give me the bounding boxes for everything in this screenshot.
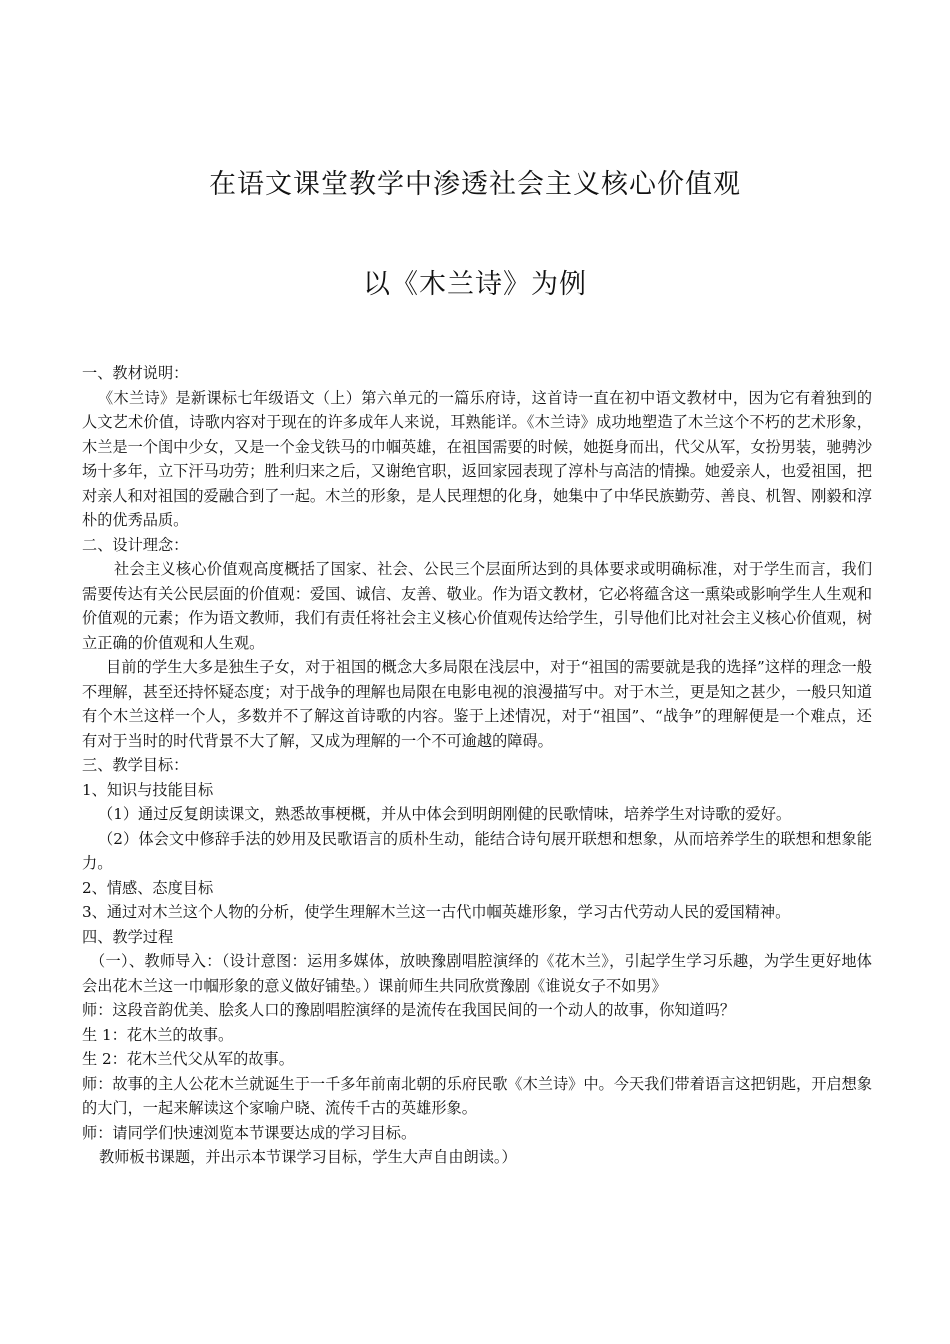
paragraph: 社会主义核心价值观高度概括了国家、社会、公民三个层面所达到的具体要求或明确标准，对于学生而言，我们需要传达有关公民层面的价值观：爱国、诚信、友善、敬业。作为语文教材，它必将蕴含这一熏染或影响学生人生观和价值观的元素；作为语文教师，我们有责任将社会主义核心价值观传达给学生，引导他们比对社会主义核心价值观，树立正确的价值观和人生观。 bbox=[82, 560, 872, 652]
dialogue-line: 师：这段音韵优美、脍炙人口的豫剧唱腔演绎的是流传在我国民间的一个动人的故事，你知道吗？ bbox=[82, 1001, 736, 1019]
document-title: 在语文课堂教学中渗透社会主义核心价值观 bbox=[209, 169, 741, 200]
section-heading: 四、教学过程 bbox=[82, 927, 174, 946]
section-heading: 二、设计理念： bbox=[82, 535, 189, 554]
document-subtitle: 以《木兰诗》为例 bbox=[363, 269, 587, 300]
dialogue-line: 生 2：花木兰代父从军的故事。 bbox=[82, 1050, 294, 1068]
document-body bbox=[82, 361, 872, 1170]
dialogue-line: 师：请同学们快速浏览本节课要达成的学习目标。 bbox=[82, 1123, 417, 1142]
paragraph: 3、通过对木兰这个人物的分析，使学生理解木兰这一古代巾帼英雄形象，学习古代劳动人民的爱国精神。 bbox=[82, 903, 791, 921]
paragraph: （一）、教师导入：（设计意图：运用多媒体，放映豫剧唱腔演绎的《花木兰》，引起学生学习乐趣，为学生更好地体会出花木兰这一巾帼形象的意义做好铺垫。）课前师生共同欣赏豫剧《谁说女子不如男》 bbox=[82, 952, 872, 995]
dialogue-line: 师：故事的主人公花木兰就诞生于一千多年前南北朝的乐府民歌《木兰诗》中。今天我们带着语言这把钥匙，开启想象的大门，一起来解读这个家喻户晓、流传千古的英雄形象。 bbox=[82, 1074, 872, 1117]
subsection-heading: 2、情感、态度目标 bbox=[82, 878, 214, 897]
list-item: （1）通过反复朗读课文，熟悉故事梗概，并从中体会到明朗刚健的民歌情味，培养学生对诗歌的爱好。 bbox=[98, 805, 792, 823]
subsection-heading: 1、知识与技能目标 bbox=[82, 780, 214, 799]
list-item: （2）体会文中修辞手法的妙用及民歌语言的质朴生动，能结合诗句展开联想和想象，从而培养学生的联想和想象能力。 bbox=[82, 829, 872, 872]
paragraph: 目前的学生大多是独生子女，对于祖国的概念大多局限在浅层中，对于“祖国的需要就是我的选择”这样的理念一般不理解，甚至还持怀疑态度；对于战争的理解也局限在电影电视的浪漫描写中。对于木兰，更是知之甚少，一般只知道有个木兰这样一个人，多数并不了解这首诗歌的内容。鉴于上述情况，对于“祖国”、“战争”的理解便是一个难点，还有对于当时的时代背景不大了解，又成为理解的一个不可逾越的障碍。 bbox=[82, 658, 872, 750]
dialogue-line: 生 1：花木兰的故事。 bbox=[82, 1025, 234, 1044]
paragraph: 《木兰诗》是新课标七年级语文（上）第六单元的一篇乐府诗，这首诗一直在初中语文教材中，因为它有着独到的人文艺术价值，诗歌内容对于现在的许多成年人来说，耳熟能详。《木兰诗》成功地塑造了木兰这个不朽的艺术形象，木兰是一个闺中少女，又是一个金戈铁马的巾帼英雄，在祖国需要的时候，她挺身而出，代父从军，女扮男装，驰骋沙场十多年，立下汗马功劳；胜利归来之后，又谢绝官职，返回家园表现了淳朴与高洁的情操。她爱亲人，也爱祖国，把对亲人和对祖国的爱融合到了一起。木兰的形象，是人民理想的化身，她集中了中华民族勤劳、善良、机智、刚毅和淳朴的优秀品质。 bbox=[82, 388, 872, 529]
paragraph: 教师板书课题，并出示本节课学习目标，学生大声自由朗读。） bbox=[99, 1148, 517, 1166]
section-heading: 一、教材说明： bbox=[82, 364, 189, 382]
section-heading: 三、教学目标： bbox=[82, 756, 189, 774]
